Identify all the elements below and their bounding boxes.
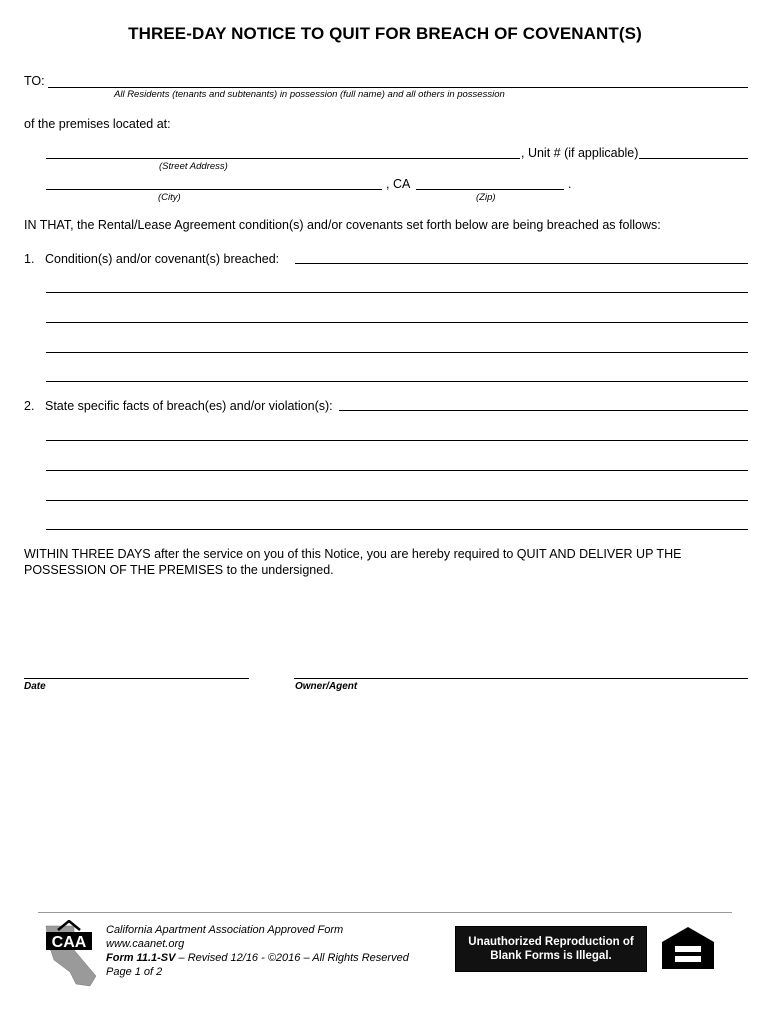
- date-label: Date: [24, 681, 46, 692]
- warning-line-1: Unauthorized Reproduction of: [468, 936, 634, 948]
- form-number: Form 11.1-SV: [106, 952, 176, 964]
- unit-label: , Unit # (if applicable): [521, 146, 639, 160]
- item2-line[interactable]: [46, 440, 748, 441]
- caa-logo-text: CAA: [51, 934, 87, 951]
- item2-line[interactable]: [46, 529, 748, 530]
- owner-agent-label: Owner/Agent: [295, 681, 358, 692]
- item1-line[interactable]: [46, 352, 748, 353]
- form-revision: – Revised 12/16 - ©2016 – All Rights Reserved: [175, 952, 409, 964]
- item1-line[interactable]: [46, 292, 748, 293]
- footer-divider: [38, 912, 732, 913]
- item1-line[interactable]: [46, 381, 748, 382]
- to-caption: All Residents (tenants and subtenants) in possession (full name) and all others in possession: [114, 89, 505, 100]
- zip-field[interactable]: [416, 189, 564, 190]
- to-field[interactable]: [48, 87, 748, 88]
- footer-page: Page 1 of 2: [106, 966, 163, 978]
- city-caption: (City): [158, 192, 181, 203]
- item1-field[interactable]: [295, 263, 748, 264]
- item2-number: 2.: [24, 399, 35, 413]
- item1-label: Condition(s) and/or covenant(s) breached:: [45, 252, 280, 266]
- footer-approved: California Apartment Association Approved Form: [106, 924, 344, 936]
- state-label: , CA: [386, 177, 411, 191]
- notice-line-1: WITHIN THREE DAYS after the service on you of this Notice, you are hereby required to QUIT AND DELIVER UP THE: [24, 547, 682, 561]
- street-caption: (Street Address): [159, 161, 228, 172]
- owner-agent-field[interactable]: [294, 678, 748, 679]
- premises-label: of the premises located at:: [24, 117, 171, 131]
- item2-label: State specific facts of breach(es) and/or violation(s):: [45, 399, 333, 413]
- notice-line-2: POSSESSION OF THE PREMISES to the undersigned.: [24, 563, 334, 577]
- zip-caption: (Zip): [476, 192, 496, 203]
- city-field[interactable]: [46, 189, 382, 190]
- item2-field[interactable]: [339, 410, 748, 411]
- form-title: THREE-DAY NOTICE TO QUIT FOR BREACH OF COVENANT(S): [128, 24, 642, 43]
- footer-website[interactable]: www.caanet.org: [106, 938, 185, 950]
- item2-line[interactable]: [46, 470, 748, 471]
- footer-form-info: [106, 952, 409, 965]
- unit-field[interactable]: [639, 158, 748, 159]
- date-field[interactable]: [24, 678, 249, 679]
- caa-logo: [40, 920, 102, 988]
- item1-number: 1.: [24, 252, 35, 266]
- warning-line-2: Blank Forms is Illegal.: [490, 950, 612, 962]
- to-label: TO:: [24, 74, 45, 88]
- equal-housing-icon: [660, 925, 716, 971]
- item2-line[interactable]: [46, 500, 748, 501]
- reproduction-warning: [455, 926, 647, 972]
- period: .: [568, 177, 572, 191]
- street-address-field[interactable]: [46, 158, 520, 159]
- in-that-paragraph: IN THAT, the Rental/Lease Agreement condition(s) and/or covenants set forth below are being breached as follows:: [24, 218, 661, 232]
- item1-line[interactable]: [46, 322, 748, 323]
